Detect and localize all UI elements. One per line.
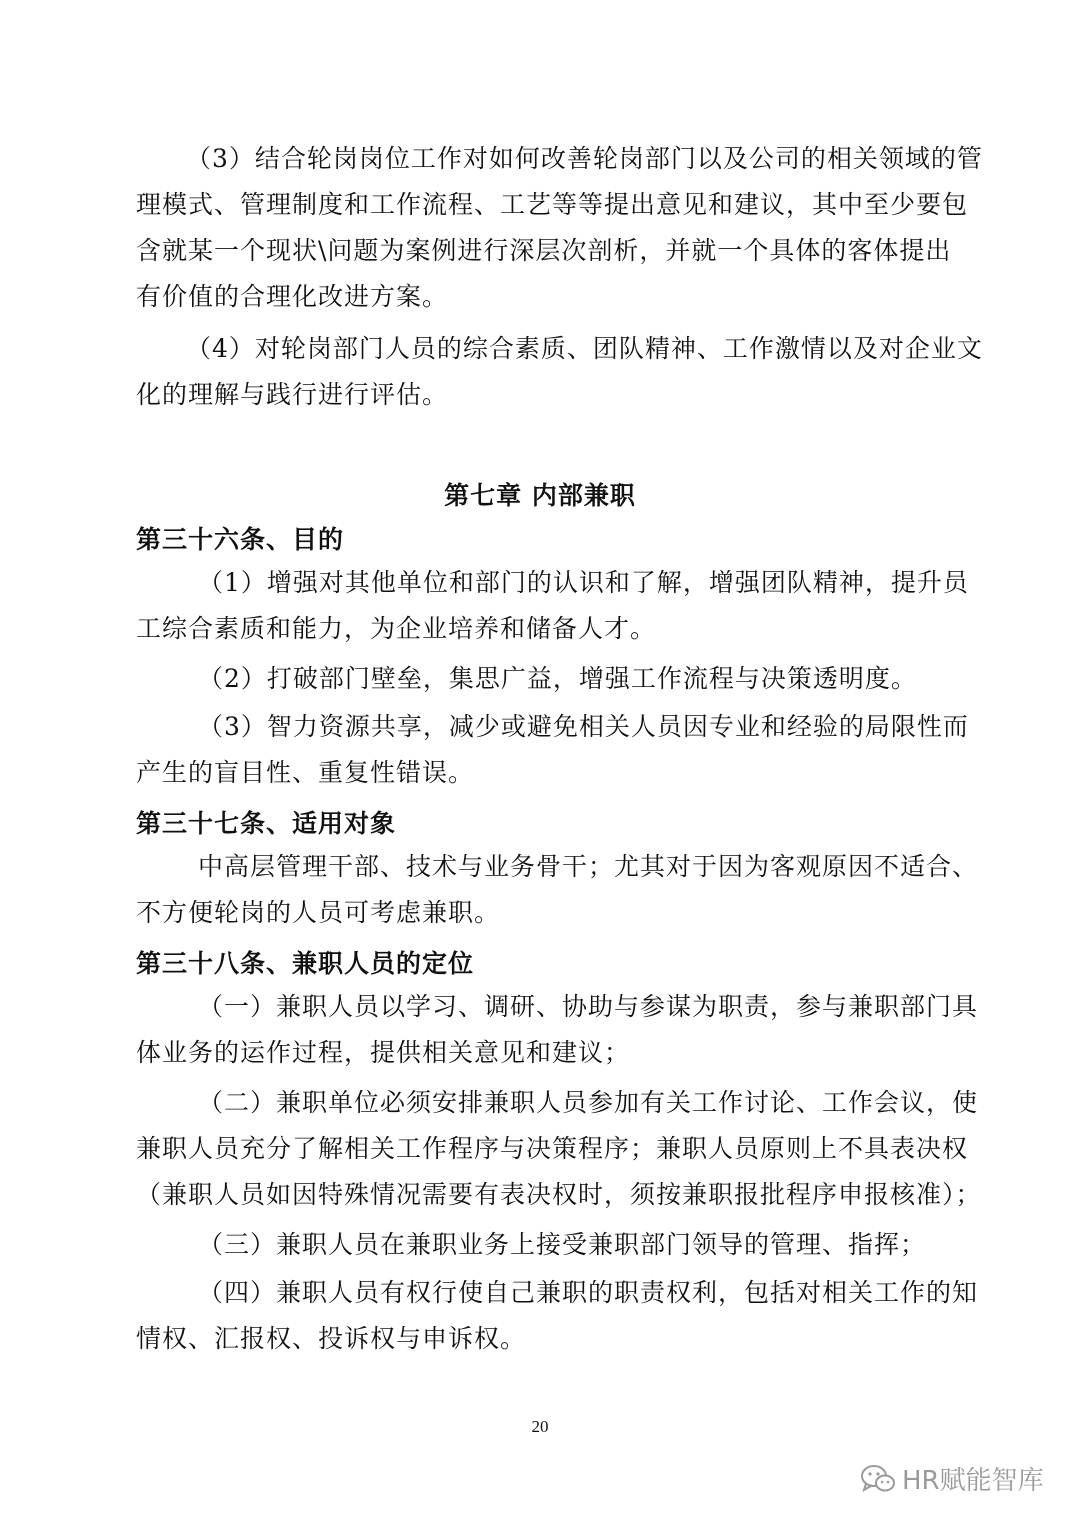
page-number: 20	[531, 1417, 549, 1436]
text-line: （三）兼职人员在兼职业务上接受兼职部门领导的管理、指挥；	[198, 1230, 927, 1259]
paragraph-4	[136, 326, 983, 418]
text-line: 理模式、管理制度和工作流程、工艺等等提出意见和建议，其中至少要包	[136, 190, 969, 219]
text-line: （3）结合轮岗岗位工作对如何改善轮岗部门以及公司的相关领域的管	[186, 144, 983, 173]
text-line: （二）兼职单位必须安排兼职人员参加有关工作讨论、工作会议，使	[198, 1088, 979, 1117]
chapter-title: 第七章 内部兼职	[444, 481, 636, 510]
watermark-text: HR赋能智库	[902, 1466, 1044, 1496]
text-line: 化的理解与践行进行评估。	[136, 380, 449, 409]
text-line: （4）对轮岗部门人员的综合素质、团队精神、工作激情以及对企业文	[186, 334, 983, 363]
article-38-item-2	[136, 1080, 982, 1218]
article-38-item-3	[136, 1222, 956, 1268]
text-line: 兼职人员充分了解相关工作程序与决策程序；兼职人员原则上不具表决权	[136, 1134, 969, 1163]
wechat-icon	[860, 1463, 896, 1495]
paragraph-3	[136, 136, 983, 320]
article-38-item-4	[136, 1270, 979, 1362]
text-line: 含就某一个现状\问题为案例进行深层次剖析，并就一个具体的客体提出	[136, 236, 952, 265]
text-line: 有价值的合理化改进方案。	[136, 282, 449, 311]
text-line: （3）智力资源共享，减少或避免相关人员因专业和经验的局限性而	[198, 712, 969, 741]
text-line: 中高层管理干部、技术与业务骨干；尤其对于因为客观原因不适合、	[198, 852, 979, 881]
watermark	[860, 1460, 1044, 1497]
text-line: （四）兼职人员有权行使自己兼职的职责权利，包括对相关工作的知	[198, 1278, 979, 1307]
text-line: 工综合素质和能力，为企业培养和储备人才。	[136, 614, 657, 643]
text-line: 产生的盲目性、重复性错误。	[136, 758, 475, 787]
text-line: （2）打破部门壁垒，集思广益，增强工作流程与决策透明度。	[198, 664, 917, 693]
article-38-item-1	[136, 984, 979, 1076]
text-line: 情权、汇报权、投诉权与申诉权。	[136, 1324, 527, 1353]
text-line: （兼职人员如因特殊情况需要有表决权时，须按兼职报批程序申报核准）；	[136, 1180, 982, 1209]
text-line: （一）兼职人员以学习、调研、协助与参谋为职责，参与兼职部门具	[198, 992, 979, 1021]
text-line: 不方便轮岗的人员可考虑兼职。	[136, 898, 501, 927]
article-36-item-2	[136, 656, 956, 702]
article-36-item-3	[136, 704, 969, 796]
article-38-heading: 第三十八条、兼职人员的定位	[136, 949, 475, 978]
article-37-body	[136, 844, 979, 936]
article-36-heading: 第三十六条、目的	[136, 525, 345, 554]
text-line: 体业务的运作过程，提供相关意见和建议；	[136, 1038, 631, 1067]
article-37-heading: 第三十七条、适用对象	[136, 809, 397, 838]
text-line: （1）增强对其他单位和部门的认识和了解，增强团队精神，提升员	[198, 568, 969, 597]
article-36-item-1	[136, 560, 969, 652]
